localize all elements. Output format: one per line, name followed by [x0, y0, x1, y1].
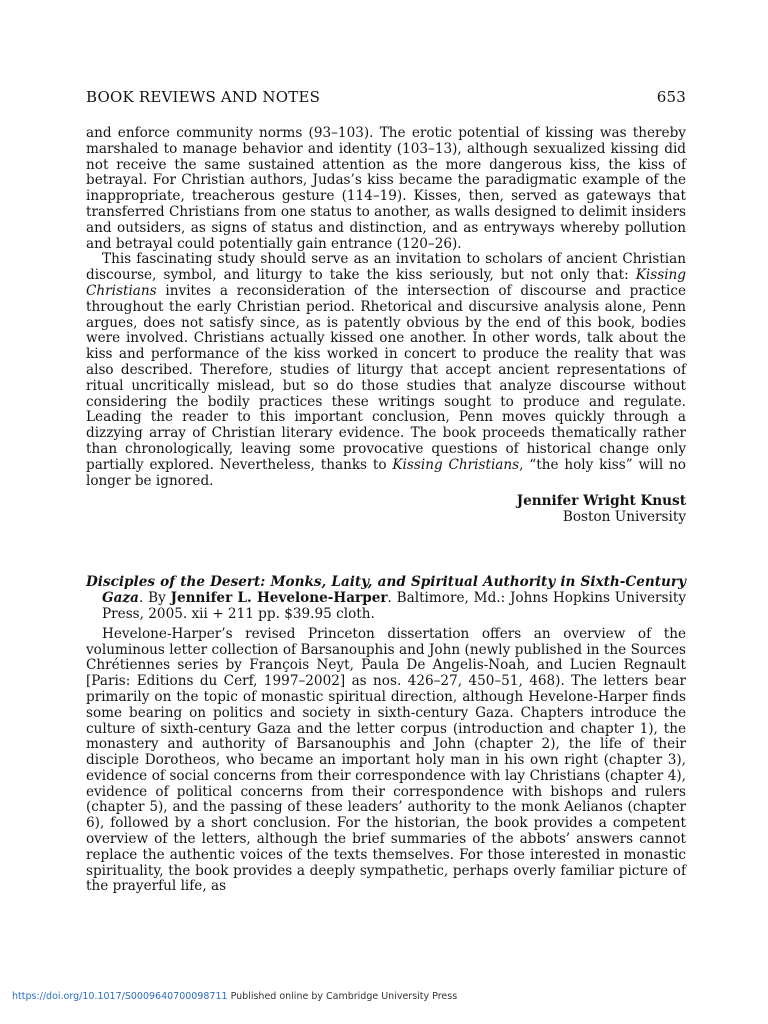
review2-citation	[86, 575, 686, 622]
review1-p2-text-a: This fascinating study should serve as an invitation to scholars of ancient Christian discourse, symbol, and liturgy to take the kiss seriously, but not only that:	[86, 251, 686, 284]
review1-p2-text-c: , “the holy kiss” will no longer be ignored.	[86, 456, 686, 489]
review2-publication: . Baltimore, Md.: Johns Hopkins University Press, 2005. xii + 211 pp. $39.95 cloth.	[102, 590, 687, 622]
published-online-text: Published online by Cambridge University Press	[227, 991, 458, 1002]
review2-author: Jennifer L. Hevelone-Harper	[170, 590, 388, 607]
page-number: 653	[656, 88, 686, 106]
review2-paragraph-1: Hevelone-Harper’s revised Princeton dissertation offers an overview of the voluminous letter collection of Barsanouphis and John (newly published in the Sources Chrétiennes series by François Neyt, Paula De Angelis-Noah, and Lucien Regnault [Paris: Editions du Cerf, 1997–2002] as nos. 426–27, 450–51, 468). The letters bear primarily on the topic of monastic spiritual direction, although Hevelone-Harper finds some bearing on politics and society in sixth-century Gaza. Chapters introduce the culture of sixth-century Gaza and the letter corpus (introduction and chapter 1), the monastery and authority of Barsanouphis and John (chapter 2), the life of their disciple Dorotheos, who became an important holy man in his own right (chapter 3), evidence of social concerns from their correspondence with lay Christians (chapter 4), evidence of political concerns from their correspondence with bishops and rulers (chapter 5), and the passing of these leaders’ authority to the monk Aelianos (chapter 6), followed by a short conclusion. For the historian, the book provides a competent overview of the letters, although the brief summaries of the abbots’ answers cannot replace the authentic voices of the texts themselves. For those interested in monastic spirituality, the book provides a deeply sympathetic, perhaps overly familiar picture of the prayerful life, as	[86, 625, 686, 895]
citation-block	[86, 575, 686, 622]
review-continuation	[86, 126, 686, 489]
running-header	[86, 88, 686, 112]
review2-body	[86, 627, 686, 896]
reviewer-institution: Boston University	[562, 509, 686, 526]
review2-by: . By	[138, 590, 171, 607]
running-head-title: BOOK REVIEWS AND NOTES	[86, 88, 321, 106]
review1-p2-book-title-2: Kissing Christians	[392, 456, 520, 473]
review1-p2-text-b: invites a reconsideration of the intersection of discourse and practice throughout the early Christian period. Rhetorical and discursive analysis alone, Penn argues, does not satisfy since, as is patently obvious by the end of this book, bodies were involved. Christians actually kissed one another. In other words, talk about the kiss and performance of the kiss worked in concert to produce the reality that was also described. Therefore, studies of liturgy that accept ancient representations of ritual uncritically mislead, but so do those studies that analyze discourse without considering the bodily practices these writings sought to produce and regulate. Leading the reader to this important conclusion, Penn moves quickly through a dizzying array of Christian literary evidence. The book proceeds thematically rather than chronologically, leaving some provocative questions of historical change only partially explored. Nevertheless, thanks to	[86, 282, 686, 473]
reviewer-name: Jennifer Wright Knust	[516, 493, 686, 510]
page	[86, 88, 686, 895]
review1-p2-book-title: Kissing Christians	[86, 267, 686, 299]
review2-book-title: Disciples of the Desert: Monks, Laity, and Spiritual Authority in Sixth-Century Gaza	[86, 574, 686, 607]
review1-paragraph-1: and enforce community norms (93–103). The erotic potential of kissing was thereby marshaled to manage behavior and identity (103–13), although sexualized kissing did not receive the same sustained attention as the more dangerous kiss, the kiss of betrayal. For Christian authors, Judas’s kiss became the paradigmatic example of the inappropriate, treacherous gesture (114–19). Kisses, then, served as gateways that transferred Christians from one status to another, as walls designed to delimit insiders and outsiders, as signs of status and distinction, and as entryways whereby pollution and betrayal could potentially gain entrance (120–26).	[86, 125, 686, 252]
doi-link[interactable]: https://doi.org/10.1017/S0009640700098711	[12, 991, 228, 1002]
review1-paragraph-2	[86, 252, 686, 489]
reviewer-signature	[86, 493, 686, 525]
page-footer	[12, 991, 457, 1002]
